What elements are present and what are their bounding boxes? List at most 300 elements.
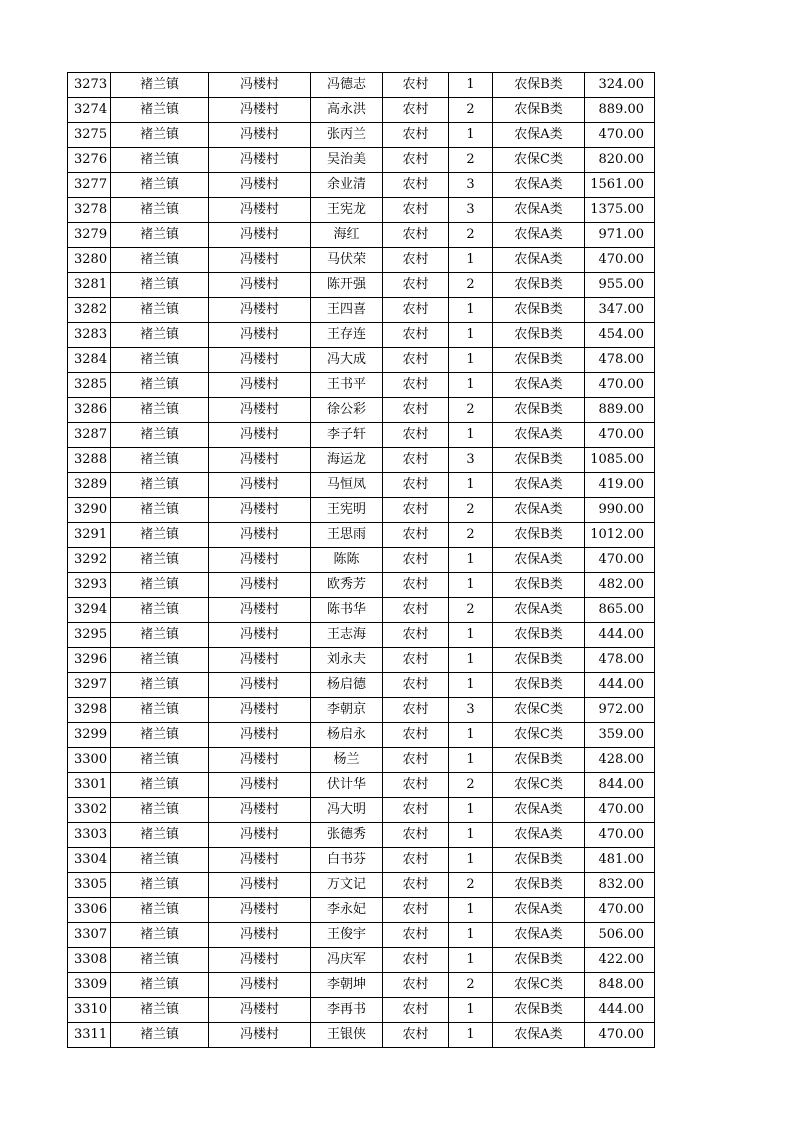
household-size-cell: 2 [449,498,493,523]
area-type-cell: 农村 [383,848,449,873]
category-cell: 农保B类 [493,273,585,298]
village-cell: 冯楼村 [209,198,311,223]
category-cell: 农保A类 [493,123,585,148]
category-cell: 农保A类 [493,923,585,948]
area-type-cell: 农村 [383,548,449,573]
area-type-cell: 农村 [383,148,449,173]
table-row [68,298,655,323]
table-row [68,373,655,398]
town-cell: 褚兰镇 [111,923,209,948]
amount-cell: 347.00 [585,298,655,323]
amount-cell: 444.00 [585,623,655,648]
name-cell: 王志海 [311,623,383,648]
record-number: 3286 [68,398,111,423]
amount-cell: 470.00 [585,248,655,273]
household-size-cell: 1 [449,373,493,398]
category-cell: 农保C类 [493,148,585,173]
village-cell: 冯楼村 [209,873,311,898]
record-number: 3288 [68,448,111,473]
village-cell: 冯楼村 [209,748,311,773]
category-cell: 农保A类 [493,423,585,448]
record-number: 3295 [68,623,111,648]
amount-cell: 470.00 [585,548,655,573]
town-cell: 褚兰镇 [111,398,209,423]
name-cell: 海运龙 [311,448,383,473]
household-size-cell: 1 [449,748,493,773]
household-size-cell: 2 [449,523,493,548]
record-number: 3275 [68,123,111,148]
name-cell: 李朝坤 [311,973,383,998]
category-cell: 农保B类 [493,623,585,648]
record-number: 3296 [68,648,111,673]
table-row [68,923,655,948]
household-size-cell: 1 [449,473,493,498]
amount-cell: 422.00 [585,948,655,973]
village-cell: 冯楼村 [209,723,311,748]
town-cell: 褚兰镇 [111,148,209,173]
household-size-cell: 1 [449,798,493,823]
table-row [68,473,655,498]
town-cell: 褚兰镇 [111,523,209,548]
town-cell: 褚兰镇 [111,348,209,373]
area-type-cell: 农村 [383,598,449,623]
amount-cell: 889.00 [585,398,655,423]
amount-cell: 848.00 [585,973,655,998]
table-row [68,198,655,223]
table-row [68,623,655,648]
name-cell: 冯庆军 [311,948,383,973]
village-cell: 冯楼村 [209,923,311,948]
village-cell: 冯楼村 [209,423,311,448]
area-type-cell: 农村 [383,248,449,273]
area-type-cell: 农村 [383,273,449,298]
village-cell: 冯楼村 [209,273,311,298]
name-cell: 王书平 [311,373,383,398]
area-type-cell: 农村 [383,223,449,248]
amount-cell: 470.00 [585,123,655,148]
name-cell: 吴治美 [311,148,383,173]
category-cell: 农保B类 [493,98,585,123]
area-type-cell: 农村 [383,473,449,498]
name-cell: 李朝京 [311,698,383,723]
category-cell: 农保A类 [493,498,585,523]
town-cell: 褚兰镇 [111,898,209,923]
record-number: 3305 [68,873,111,898]
household-size-cell: 2 [449,873,493,898]
village-cell: 冯楼村 [209,598,311,623]
town-cell: 褚兰镇 [111,73,209,98]
record-number: 3279 [68,223,111,248]
household-size-cell: 2 [449,98,493,123]
household-size-cell: 3 [449,448,493,473]
category-cell: 农保A类 [493,548,585,573]
village-cell: 冯楼村 [209,98,311,123]
town-cell: 褚兰镇 [111,473,209,498]
name-cell: 马恒凤 [311,473,383,498]
town-cell: 褚兰镇 [111,498,209,523]
record-number: 3285 [68,373,111,398]
household-size-cell: 1 [449,123,493,148]
household-size-cell: 1 [449,673,493,698]
town-cell: 褚兰镇 [111,273,209,298]
household-size-cell: 2 [449,273,493,298]
category-cell: 农保B类 [493,748,585,773]
town-cell: 褚兰镇 [111,173,209,198]
household-size-cell: 1 [449,948,493,973]
household-size-cell: 3 [449,173,493,198]
category-cell: 农保A类 [493,173,585,198]
name-cell: 张德秀 [311,823,383,848]
town-cell: 褚兰镇 [111,323,209,348]
village-cell: 冯楼村 [209,948,311,973]
amount-cell: 481.00 [585,848,655,873]
household-size-cell: 1 [449,723,493,748]
town-cell: 褚兰镇 [111,98,209,123]
records-table [67,72,655,1048]
area-type-cell: 农村 [383,423,449,448]
area-type-cell: 农村 [383,648,449,673]
record-number: 3287 [68,423,111,448]
name-cell: 余业清 [311,173,383,198]
household-size-cell: 1 [449,423,493,448]
table-row [68,398,655,423]
table-row [68,98,655,123]
area-type-cell: 农村 [383,498,449,523]
amount-cell: 1012.00 [585,523,655,548]
household-size-cell: 1 [449,848,493,873]
category-cell: 农保A类 [493,898,585,923]
category-cell: 农保A类 [493,798,585,823]
category-cell: 农保B类 [493,323,585,348]
table-row [68,1023,655,1048]
amount-cell: 1375.00 [585,198,655,223]
village-cell: 冯楼村 [209,498,311,523]
table-row [68,573,655,598]
name-cell: 冯大成 [311,348,383,373]
table-row [68,498,655,523]
household-size-cell: 1 [449,623,493,648]
town-cell: 褚兰镇 [111,648,209,673]
household-size-cell: 1 [449,548,493,573]
record-number: 3308 [68,948,111,973]
household-size-cell: 1 [449,648,493,673]
village-cell: 冯楼村 [209,698,311,723]
records-body [68,73,655,1048]
category-cell: 农保A类 [493,248,585,273]
village-cell: 冯楼村 [209,248,311,273]
village-cell: 冯楼村 [209,173,311,198]
village-cell: 冯楼村 [209,548,311,573]
name-cell: 杨启永 [311,723,383,748]
household-size-cell: 1 [449,1023,493,1048]
village-cell: 冯楼村 [209,1023,311,1048]
table-row [68,173,655,198]
name-cell: 张丙兰 [311,123,383,148]
name-cell: 李再书 [311,998,383,1023]
record-number: 3293 [68,573,111,598]
table-row [68,548,655,573]
area-type-cell: 农村 [383,73,449,98]
village-cell: 冯楼村 [209,848,311,873]
area-type-cell: 农村 [383,523,449,548]
record-number: 3307 [68,923,111,948]
town-cell: 褚兰镇 [111,848,209,873]
table-row [68,898,655,923]
area-type-cell: 农村 [383,748,449,773]
record-number: 3302 [68,798,111,823]
name-cell: 冯德志 [311,73,383,98]
record-number: 3301 [68,773,111,798]
area-type-cell: 农村 [383,898,449,923]
area-type-cell: 农村 [383,398,449,423]
village-cell: 冯楼村 [209,473,311,498]
name-cell: 伏计华 [311,773,383,798]
category-cell: 农保B类 [493,873,585,898]
village-cell: 冯楼村 [209,398,311,423]
name-cell: 刘永夫 [311,648,383,673]
record-number: 3299 [68,723,111,748]
name-cell: 王四喜 [311,298,383,323]
town-cell: 褚兰镇 [111,198,209,223]
village-cell: 冯楼村 [209,448,311,473]
town-cell: 褚兰镇 [111,973,209,998]
area-type-cell: 农村 [383,1023,449,1048]
household-size-cell: 2 [449,598,493,623]
household-size-cell: 1 [449,923,493,948]
name-cell: 陈书华 [311,598,383,623]
record-number: 3294 [68,598,111,623]
table-row [68,673,655,698]
amount-cell: 478.00 [585,648,655,673]
town-cell: 褚兰镇 [111,823,209,848]
area-type-cell: 农村 [383,448,449,473]
town-cell: 褚兰镇 [111,748,209,773]
town-cell: 褚兰镇 [111,248,209,273]
amount-cell: 478.00 [585,348,655,373]
town-cell: 褚兰镇 [111,723,209,748]
village-cell: 冯楼村 [209,798,311,823]
table-row [68,73,655,98]
name-cell: 欧秀芳 [311,573,383,598]
record-number: 3304 [68,848,111,873]
category-cell: 农保C类 [493,773,585,798]
category-cell: 农保B类 [493,398,585,423]
amount-cell: 820.00 [585,148,655,173]
amount-cell: 832.00 [585,873,655,898]
amount-cell: 990.00 [585,498,655,523]
table-row [68,973,655,998]
name-cell: 王存连 [311,323,383,348]
category-cell: 农保A类 [493,598,585,623]
town-cell: 褚兰镇 [111,573,209,598]
village-cell: 冯楼村 [209,648,311,673]
town-cell: 褚兰镇 [111,798,209,823]
record-number: 3282 [68,298,111,323]
category-cell: 农保B类 [493,448,585,473]
table-row [68,148,655,173]
amount-cell: 470.00 [585,798,655,823]
record-number: 3274 [68,98,111,123]
area-type-cell: 农村 [383,323,449,348]
area-type-cell: 农村 [383,973,449,998]
name-cell: 海红 [311,223,383,248]
town-cell: 褚兰镇 [111,598,209,623]
category-cell: 农保B类 [493,948,585,973]
record-number: 3289 [68,473,111,498]
category-cell: 农保C类 [493,973,585,998]
table-row [68,873,655,898]
household-size-cell: 1 [449,248,493,273]
category-cell: 农保B类 [493,673,585,698]
category-cell: 农保B类 [493,298,585,323]
amount-cell: 470.00 [585,823,655,848]
amount-cell: 955.00 [585,273,655,298]
record-number: 3311 [68,1023,111,1048]
table-row [68,523,655,548]
record-number: 3283 [68,323,111,348]
household-size-cell: 1 [449,823,493,848]
category-cell: 农保A类 [493,198,585,223]
amount-cell: 482.00 [585,573,655,598]
village-cell: 冯楼村 [209,998,311,1023]
table-row [68,598,655,623]
name-cell: 冯大明 [311,798,383,823]
record-number: 3276 [68,148,111,173]
record-number: 3310 [68,998,111,1023]
household-size-cell: 1 [449,73,493,98]
amount-cell: 865.00 [585,598,655,623]
name-cell: 杨启德 [311,673,383,698]
town-cell: 褚兰镇 [111,998,209,1023]
category-cell: 农保A类 [493,223,585,248]
record-number: 3273 [68,73,111,98]
amount-cell: 844.00 [585,773,655,798]
record-number: 3303 [68,823,111,848]
area-type-cell: 农村 [383,623,449,648]
town-cell: 褚兰镇 [111,1023,209,1048]
village-cell: 冯楼村 [209,223,311,248]
area-type-cell: 农村 [383,673,449,698]
amount-cell: 470.00 [585,373,655,398]
table-row [68,248,655,273]
area-type-cell: 农村 [383,998,449,1023]
town-cell: 褚兰镇 [111,873,209,898]
household-size-cell: 2 [449,398,493,423]
village-cell: 冯楼村 [209,148,311,173]
village-cell: 冯楼村 [209,348,311,373]
table-row [68,823,655,848]
table-row [68,123,655,148]
amount-cell: 889.00 [585,98,655,123]
town-cell: 褚兰镇 [111,548,209,573]
amount-cell: 324.00 [585,73,655,98]
record-number: 3290 [68,498,111,523]
town-cell: 褚兰镇 [111,373,209,398]
amount-cell: 454.00 [585,323,655,348]
area-type-cell: 农村 [383,873,449,898]
name-cell: 高永洪 [311,98,383,123]
amount-cell: 470.00 [585,898,655,923]
name-cell: 陈开强 [311,273,383,298]
village-cell: 冯楼村 [209,573,311,598]
record-number: 3291 [68,523,111,548]
amount-cell: 971.00 [585,223,655,248]
name-cell: 马伏荣 [311,248,383,273]
table-row [68,273,655,298]
area-type-cell: 农村 [383,348,449,373]
household-size-cell: 2 [449,223,493,248]
town-cell: 褚兰镇 [111,698,209,723]
village-cell: 冯楼村 [209,123,311,148]
household-size-cell: 1 [449,298,493,323]
town-cell: 褚兰镇 [111,673,209,698]
amount-cell: 359.00 [585,723,655,748]
category-cell: 农保B类 [493,848,585,873]
household-size-cell: 3 [449,698,493,723]
category-cell: 农保C类 [493,723,585,748]
table-row [68,798,655,823]
category-cell: 农保B类 [493,573,585,598]
amount-cell: 419.00 [585,473,655,498]
town-cell: 褚兰镇 [111,773,209,798]
name-cell: 王宪明 [311,498,383,523]
category-cell: 农保B类 [493,648,585,673]
town-cell: 褚兰镇 [111,623,209,648]
area-type-cell: 农村 [383,198,449,223]
category-cell: 农保B类 [493,523,585,548]
household-size-cell: 2 [449,773,493,798]
town-cell: 褚兰镇 [111,948,209,973]
amount-cell: 1561.00 [585,173,655,198]
category-cell: 农保B类 [493,998,585,1023]
category-cell: 农保A类 [493,373,585,398]
record-number: 3300 [68,748,111,773]
area-type-cell: 农村 [383,298,449,323]
name-cell: 王宪龙 [311,198,383,223]
record-number: 3292 [68,548,111,573]
record-number: 3298 [68,698,111,723]
record-number: 3297 [68,673,111,698]
village-cell: 冯楼村 [209,623,311,648]
table-row [68,998,655,1023]
household-size-cell: 2 [449,973,493,998]
area-type-cell: 农村 [383,373,449,398]
name-cell: 王俊宇 [311,923,383,948]
table-row [68,423,655,448]
amount-cell: 506.00 [585,923,655,948]
household-size-cell: 3 [449,198,493,223]
amount-cell: 428.00 [585,748,655,773]
category-cell: 农保B类 [493,348,585,373]
area-type-cell: 农村 [383,773,449,798]
name-cell: 李子轩 [311,423,383,448]
record-number: 3281 [68,273,111,298]
household-size-cell: 1 [449,998,493,1023]
household-size-cell: 1 [449,348,493,373]
category-cell: 农保A类 [493,823,585,848]
village-cell: 冯楼村 [209,773,311,798]
name-cell: 杨兰 [311,748,383,773]
town-cell: 褚兰镇 [111,423,209,448]
table-row [68,698,655,723]
table-row [68,773,655,798]
category-cell: 农保B类 [493,73,585,98]
table-row [68,948,655,973]
village-cell: 冯楼村 [209,373,311,398]
amount-cell: 470.00 [585,423,655,448]
town-cell: 褚兰镇 [111,298,209,323]
name-cell: 李永妃 [311,898,383,923]
